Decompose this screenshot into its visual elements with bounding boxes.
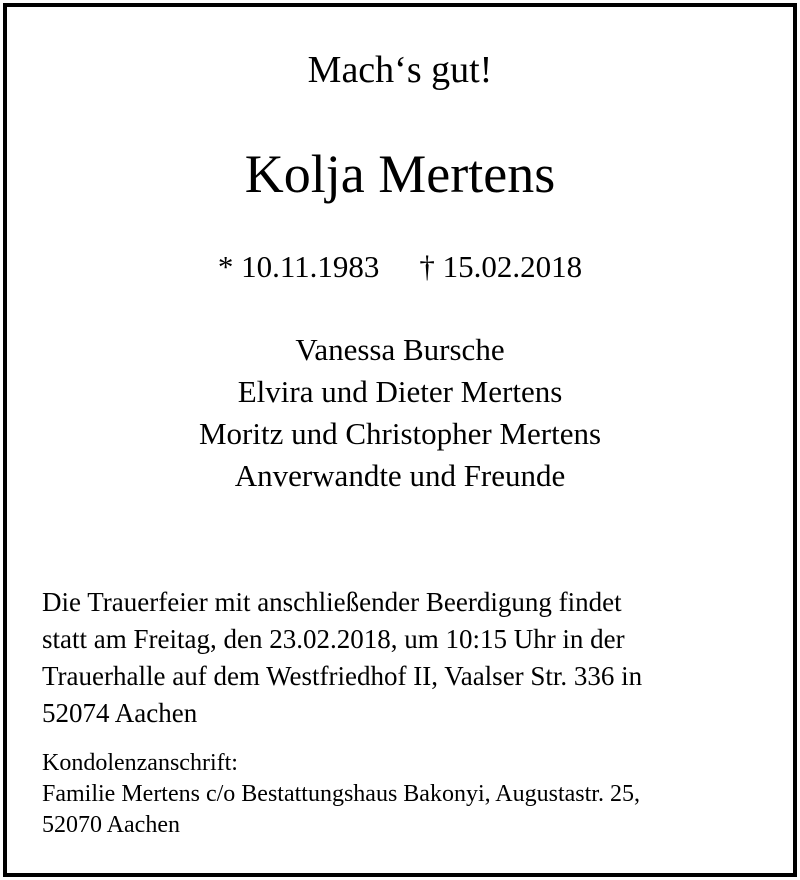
life-dates (7, 247, 793, 287)
mourner-line: Elvira und Dieter Mertens (237, 374, 563, 409)
obituary-notice (3, 3, 797, 877)
birth-date: * 10.11.1983 (217, 249, 380, 284)
ceremony-line: Trauerhalle auf dem Westfriedhof II, Vaalser Str. 336 in (42, 661, 643, 691)
ceremony-line: 52074 Aachen (42, 698, 198, 728)
condolence-heading: Kondolenzanschrift: (42, 750, 238, 776)
mourner-line: Moritz und Christopher Mertens (198, 416, 602, 451)
condolence-line: 52070 Aachen (42, 812, 180, 838)
farewell-heading: Mach‘s gut! (307, 49, 493, 91)
mourner-line: Anverwandte und Freunde (234, 458, 566, 493)
ceremony-line: Die Trauerfeier mit anschließender Beerdigung findet (42, 587, 622, 617)
condolence-address (42, 748, 762, 841)
ceremony-line: statt am Freitag, den 23.02.2018, um 10:15 Uhr in der (42, 624, 625, 654)
mourners-list (7, 329, 793, 497)
deceased-name: Kolja Mertens (244, 144, 556, 204)
mourner-line: Vanessa Bursche (295, 332, 505, 367)
ceremony-info (42, 584, 762, 732)
condolence-line: Familie Mertens c/o Bestattungshaus Bakonyi, Augustastr. 25, (42, 781, 640, 807)
death-date: † 15.02.2018 (419, 249, 583, 284)
